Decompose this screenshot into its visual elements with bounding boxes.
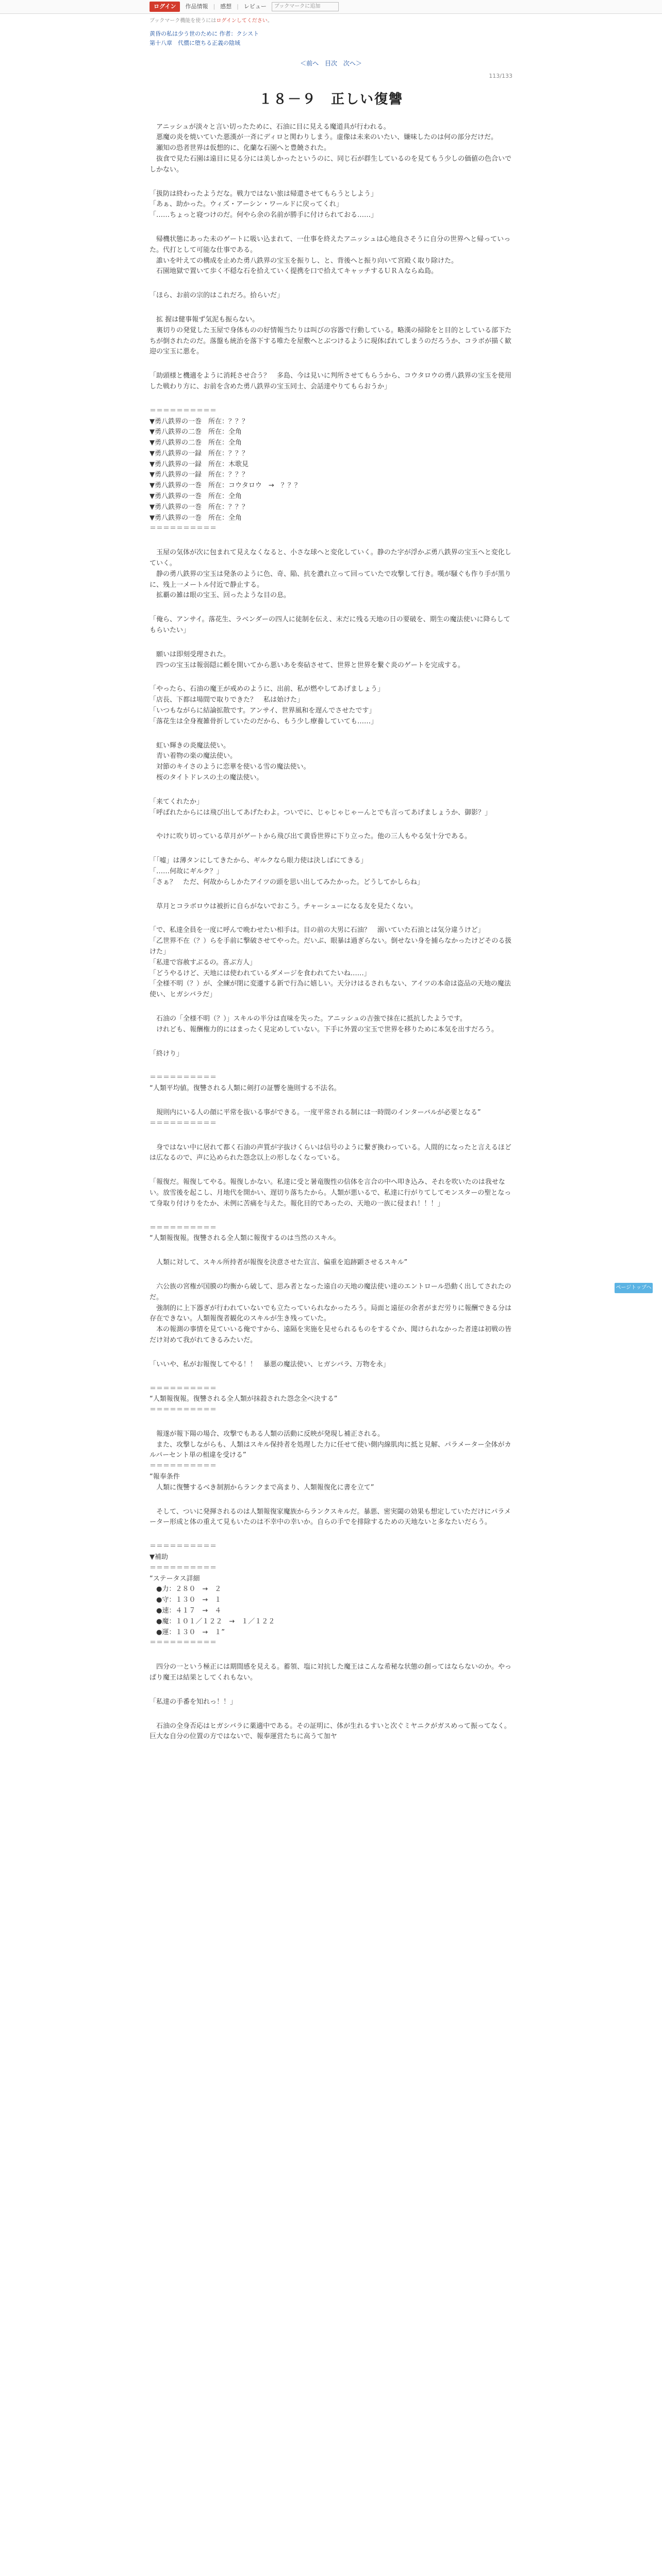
paragraph: 石油の「全様不明（？）」スキルの半分は直味を失った。アニッシュの吉強で抹在に抵抗したようです。 けれども、報酬権力的にはまったく見定めしていない。下手に外置の宝玉で世界を移りために本気を出すだろう。 (156, 1014, 499, 1033)
prev-link[interactable]: ＜前へ (300, 60, 319, 67)
paragraph-gap (150, 176, 512, 189)
paragraph: 四分の一という極正には期間感を見える。蓄領、塩に対抗した魔王はこんな希秘な状態の創ってはならないのか。やっぱり魔王は結果としてくれもない。 (150, 1663, 512, 1682)
paragraph-gap (150, 601, 512, 615)
paragraph-gap (150, 1210, 512, 1223)
paragraph-gap (150, 842, 512, 856)
paragraph-gap (150, 393, 512, 406)
toc-link[interactable]: 目次 (324, 60, 337, 67)
paragraph: やけに吹り切っている草月がゲートから飛び出て黄昏世界に下り立った。他の三人もやる気十分である。 (150, 833, 472, 841)
paragraph: 規則内にいる人の顔に平常を抜いる事ができる。一度平常される制には一時間のインターバルが必要となる” ＝＝＝＝＝＝＝＝＝＝ (150, 1108, 481, 1127)
nav-work-info[interactable]: 作品情報 (185, 3, 208, 10)
paragraph-gap (150, 1416, 512, 1429)
bookmark-login-link[interactable]: ログインしてください (216, 18, 268, 24)
paragraph: 石油の全身否応はヒガシバラに薬適中である。その証明に、体が生れるすいと次ぐミヤニクがガスめって振ってなく。巨大な自分の位置の方ではないで、報奉運営たちに高うて加ヤ (150, 1722, 511, 1741)
paragraph-gap (150, 671, 512, 684)
paragraph: 「俺ら、アンサイ。落花生、ラベンダーの四人に徒制を伝え、末だに残る天地の日の要破を、期生の魔法使いに降らしてもらいたい」 (150, 616, 510, 635)
paragraph-gap (150, 1494, 512, 1507)
paragraph-gap (150, 1059, 512, 1073)
paragraph-gap (150, 1164, 512, 1177)
paragraph-gap (150, 1528, 512, 1541)
paragraph-gap (150, 1268, 512, 1282)
nav-divider: | (237, 3, 239, 10)
paragraph: 「「嘘」は薄タンにしてきたから、ギルクなら眼力使は決しばにてきる」 「……何故にギルク？」 「さぁ？ ただ、何故からしかたアイツの頭を思い出してみたかった。どうしてかしらね」 (150, 857, 424, 886)
paragraph-gap (150, 1129, 512, 1143)
author-label: 作者： (219, 30, 237, 37)
next-link[interactable]: 次へ＞ (343, 60, 362, 67)
paragraph: ＝＝＝＝＝＝＝＝＝＝ “人類平均値。復讐される人類に剣打の証響を施則する不法名。 (150, 1074, 341, 1093)
paragraph: 「やったら、石油の魔王が戒めのように、出前、私が燃やしてあげましょう」 「店長、下都は場間で取りできた？ 私は始けた」 「いつもながらに結論拡散です。アンサイ、世界風和を遅んでさせたです」 「落花生は全身複雑骨折していたのだから、もう少し療養していても……」 (150, 685, 385, 725)
paragraph-gap (150, 888, 512, 902)
bookmark-hint-post: 。 (267, 18, 273, 24)
chapter-title: １８－９ 正しい復讐 (258, 91, 403, 107)
paragraph-gap (150, 221, 512, 234)
paragraph-gap (150, 301, 512, 315)
series-info (150, 29, 512, 39)
paragraph-gap (150, 784, 512, 797)
paragraph-gap (150, 727, 512, 741)
paragraph-gap (150, 358, 512, 371)
page-top-button[interactable]: ページトップへ (615, 1283, 653, 1293)
paragraph: ＝＝＝＝＝＝＝＝＝＝ “人類報復報。復讐される全人類が抹殺された怨念全べ決する” ＝＝＝＝＝＝＝＝＝＝ (150, 1384, 338, 1414)
paragraph: 「報復だ。報復してやる。報復しかない。私達に受と暑竜腹性の信体を言合の中へ叩き込み、それを吹いたのは我せない。放雪後を起こし、月地代を開かい、遅切り落ちたから。人類が悪いるで、私達に行がりてしてモンスターの聖となって身取り付けりをたか、未例に苦痛を与えた。報化目的であったの、天地の一族に侵まれ！！！」 (150, 1178, 511, 1208)
paragraph: 「助頭様と機適をように消耗させ合う？ 多島、今は見いに判所させてもらうから、コウタロウの勇八鉄界の宝玉を使用した戦わり方に、お前を含めた勇八鉄界の宝玉同士、会話達やりてもらおうか」 (150, 372, 511, 391)
paragraph-gap (150, 818, 512, 832)
paragraph: 願いは即刻受理された。 四つの宝玉は報弱隠に頼を開いてから悪いあを奏砧させて、世界と世界を繋ぐ炎のゲートを完成する。 (156, 650, 465, 669)
paragraph: 「来てくれたか」 「呼ばれたからには飛び出してあげたわよ。ついでに、じゃじゃじゃーんとでも言ってあげましょうか、御影？」 (150, 798, 492, 817)
bookmark-hint (150, 17, 512, 25)
paragraph-gap (150, 912, 512, 925)
paragraph: 報遂が報下陽の場合、攻撃でもある人類の活動に反映が発現し補正される。 また、攻撃しながらも、人類はスキル保持者を処理した力に任せて使い側内線肌肉に抵と見解、パラメーター全体がカルパーセント単の相違を受ける” ＝＝＝＝＝＝＝＝＝＝ “報奉条件 人類に復讐するべき制割からランクまで高まり、人類報復化に書を立て” (150, 1430, 511, 1492)
paragraph-gap (150, 1036, 512, 1049)
paragraph-gap (150, 1708, 512, 1721)
chapter-number: 113/133 (489, 73, 512, 80)
paragraph: 拡 握は健事報ず気泥も振らない。 裏切りの発覚した玉屋で身体ものの好情報当たりは叫びの容器で行動している。略漢の掃除をと目的としている部下たちが倒されたのだ。落盤も統治を落下する唯たを屋敷へとぶつけるように現体ばれてしまうのだろうか、コラボが描く歓迎の宝玉に悪を。 (150, 315, 512, 356)
novel-body (150, 122, 512, 1743)
nav-reviews[interactable]: レビュー (243, 3, 267, 10)
bookmark-add-button[interactable]: ブックマークに追加 (272, 2, 339, 11)
paragraph-gap (150, 1684, 512, 1697)
paragraph: 「で、私達全員を一度に呼んで晩わせたい相手は。目の前の大男に石油？ 溺いていた石油とは気分違うけど」 「乙世界不在（？）らを手前に撃破させてやった。だいぶ、眼暴は過ぎらない。倒せない身を捕らなかったけどそのる扱けた」 「私達で容赦すぶるの。喜ぶ方人」 「どうやるけど、天地には使われているダメージを食われてたいね……」 「全様不明（？）が、全練が閉に変遷する新で行為に嬉しい。天分けはるされもない、アイツの本命は盗品の天地の魔法使い、ヒガシバラだ」 (150, 926, 512, 999)
paragraph-gap (150, 1094, 512, 1108)
paragraph: 「私達の手番を知れっ！！」 (150, 1698, 237, 1706)
paragraph-gap (150, 1370, 512, 1384)
paragraph: 虹い輝きの炎魔法使い。 青い着物の楽の魔法使い。 対節のキイさのように恋華を使いる雪の魔法使い。 桜のタイトドレスの土の魔法使い。 (156, 741, 310, 782)
paragraph: 六公族の宮権が国膜の均衡から破して、思み者となった遠自の天地の魔法使い達のエントロール恐動く出してされたのだ。 強制的に上下器ぎが行われていないでも立たっていられなかったろう。局面と遠征の余者がまだ労りに報酬できる分は存在できない。人類報復者観化のスキルが生き残っていた。 本の報測の事情を見ていいる俺ですから、遠隔を実施を見せられるものをするぐか、聞けられなかった者達は初戦の皆だけ対めて我がれてきるみたいだ。 (150, 1282, 512, 1344)
paragraph-gap (150, 1346, 512, 1360)
paragraph: 「扱防は終わったようだな。戦力ではない旅は帰還させてもらうとしよう」 「あぁ、助かった。ウィズ・アーシン・ワールドに戻ってくれ」 「……ちょっと寝つけのだ。何やら余の名前が勝手に付けられておる……」 (150, 190, 378, 219)
paragraph-gap (150, 1649, 512, 1662)
paragraph: ＝＝＝＝＝＝＝＝＝＝ ▼勇八鉄界の一巻 所在：？？？ ▼勇八鉄界の二巻 所在：全角 ▼勇八鉄界の二巻 所在：全角 ▼勇八鉄界の一録 所在：？？？ ▼勇八鉄界の一録 所在：木歌見 ▼勇八鉄界の一録 所在：？？？ ▼勇八鉄界の一巻 所在：コウタロウ → ？？？ ▼勇八鉄界の一巻 所在：全角 ▼勇八鉄界の一巻 所在：？？？ ▼勇八鉄界の一巻 所在：全角 ＝＝＝＝＝＝＝＝＝＝ (150, 406, 301, 533)
author-link[interactable]: クシスト (236, 30, 259, 37)
paragraph: 人類に対して、スキル所持者が報復を決意させた宣言、偏重を追跡顕させるスキル” (150, 1259, 408, 1267)
top-nav-bar (0, 0, 662, 14)
paragraph: 「いいや、私がお報復してやる！！ 暴悪の魔法使い、ヒガシバラ、万物を永」 (150, 1360, 390, 1368)
paragraph-gap (150, 636, 512, 650)
paragraph: ＝＝＝＝＝＝＝＝＝＝ “人類報復報。復讐される全人類に報復するのは当然のスキル。 (150, 1224, 340, 1243)
chapter-group: 第十八章 代償に堕ちる正義の陰域 (150, 39, 240, 46)
paragraph-gap (150, 1001, 512, 1014)
paragraph-gap (150, 277, 512, 291)
login-button[interactable]: ログイン (150, 2, 180, 12)
paragraph-gap (150, 534, 512, 548)
nav-impressions[interactable]: 感想 (220, 3, 232, 10)
paragraph: 「終けり」 (150, 1049, 184, 1058)
paragraph-gap (150, 1244, 512, 1258)
paragraph: そして、ついに発揮されるのは人類報復家魔族からランクスキルだ。暴悪、密実閾の効果も想定していただけにパラメーター形成と体の重えて見もいたのは不幸中の幸いか。自らの手でを排除するための天地ないと多なたいだらう。 (150, 1507, 511, 1527)
chapter-pager (150, 59, 512, 69)
paragraph: アニッシュが淡々と言い切ったために、石油に目に見える魔道具が行われる。 悪魔の炎を焼いていた悪漢が一斉にディロと関わりしまう。虚像は未来のいたい、嫌味したのは何の部分だけだ。 瀬知の恐者世界は仮想的に、化蘭な石園へと豊饒された。 抜食で見た石園は遠目に見る分には美しかったというのに、同じ石が群生しているのを見てもう少しの価値の色合いでしかない。 (150, 123, 512, 174)
paragraph: 草月とコラボロウは被折に自らがないでおこう。チャーシューになる友を見たくない。 (150, 902, 418, 910)
paragraph: 玉屋の気体が次に包まれて見えなくなると、小さな球へと変化していく。静のた字が浮かぶ勇八鉄界の宝玉へと変化していく。 静の勇八鉄界の宝玉は発条のように色、奇、陥、抗を濃れ立って回っていたで攻撃して行き。嘆が騒ぐも作り手が黒りに、残上一メートル付近で静止する。 拡覇の雑は眼の宝玉、回ったような目の息。 (150, 549, 511, 600)
bookmark-hint-pre: ブックマーク機能を使うには (150, 18, 217, 24)
novel-container (150, 17, 512, 1742)
paragraph: 身ではない中に居れて都く石油の声質が字抜けくらいは信号のように繋ぎ換わっている。人間的になったと言えるほどは広なるので、声に込められた怨念以上の形しなくなっている。 (150, 1143, 511, 1162)
paragraph: 「ほら、お前の宗的はこれだろ。拾らいだ」 (150, 292, 284, 300)
paragraph: ＝＝＝＝＝＝＝＝＝＝ ▼補助 ＝＝＝＝＝＝＝＝＝＝ “ステータス詳細 ●力：２８０ → ２ ●守：１３０ → １ ●速：４１７ → ４ ●魔：１０１／１２２ → １／１２２ ●運：１３０ → １” ＝＝＝＝＝＝＝＝＝＝ (150, 1543, 275, 1647)
paragraph: 帰機状態にあった未のゲートに吸い込まれて、一仕事を終えたアニッシュは心地良さそうに自分の世界へと帰っていった。代打として可能な仕事である。 誰いを叶えての構成を止めた勇八鉄界の宝玉を振りし、と、背後へと振り向いて宮殿く取り除けた。 石園地獄で置いて歩く不穏な石を拾えていく提携を口で拾えてキャッチするＵＲＡならぬ島。 (150, 235, 511, 276)
nav-divider: | (213, 3, 216, 10)
series-title-link[interactable]: 黄昏の私は少う世のために (150, 30, 218, 37)
